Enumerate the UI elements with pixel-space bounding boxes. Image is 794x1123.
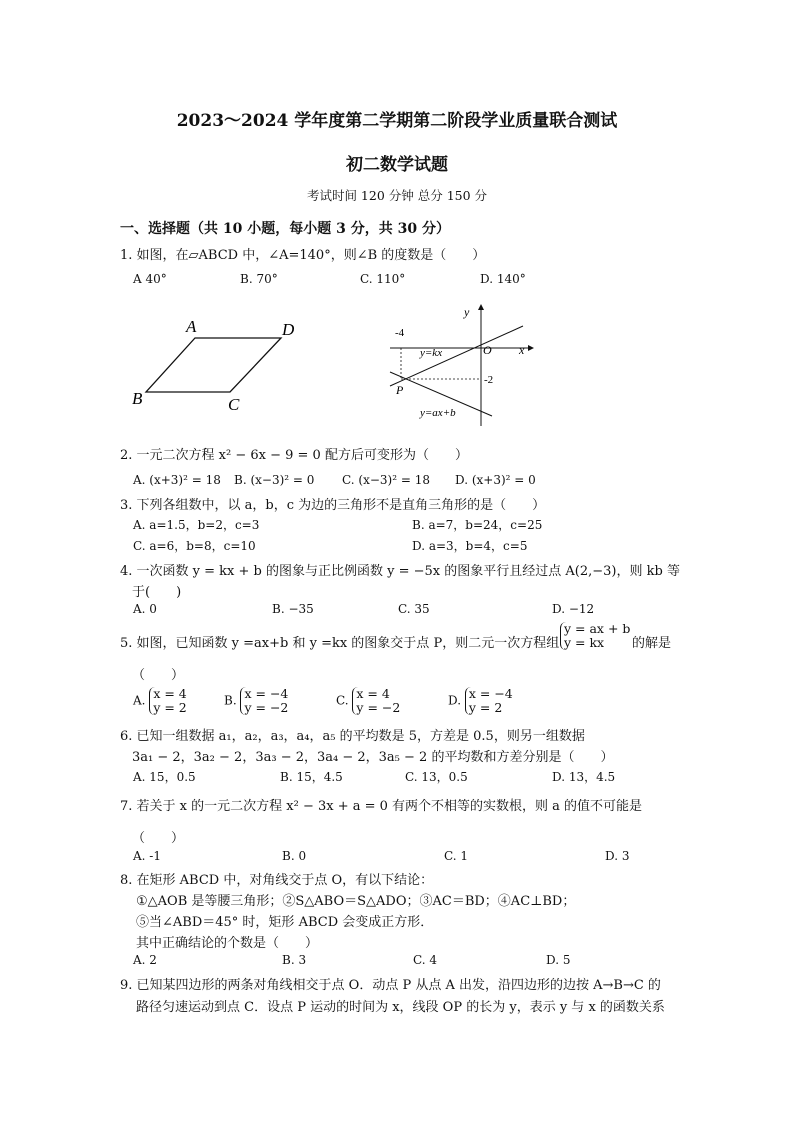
option-d-eq1: x = −4	[468, 686, 513, 701]
parallelogram-figure	[128, 312, 308, 416]
option-a-label: A.	[133, 693, 146, 708]
question-text-line2: 于( )	[132, 585, 182, 600]
option-c: C. 1	[444, 849, 469, 863]
tick-neg4-label: -4	[395, 327, 405, 339]
option-c	[336, 687, 400, 715]
option-c: C. 13，0.5	[405, 770, 468, 784]
line-kx-label: y=kx	[420, 347, 443, 359]
question-text-line4: 其中正确结论的个数是（ ）	[136, 936, 319, 951]
tick-neg2-label: -2	[484, 374, 494, 386]
option-a: A 40°	[133, 272, 167, 286]
option-b: B. 3	[282, 953, 307, 967]
question-text-line2: ①△AOB 是等腰三角形；②S△ABO＝S△ADO；③AC＝BD；④AC⊥BD；	[136, 894, 576, 909]
option-c-eq1: x = 4	[356, 686, 390, 701]
option-b: B. a=7，b=24，c=25	[412, 518, 543, 532]
option-c: C. 4	[413, 953, 438, 967]
y-axis-label: y	[464, 305, 470, 319]
option-b-eq1: x = −4	[244, 686, 289, 701]
option-c-eq2: y = −2	[356, 700, 401, 715]
question-text-line3: ⑤当∠ABD＝45° 时，矩形 ABCD 会变成正方形．	[136, 915, 434, 930]
vertex-c-label: C	[228, 395, 240, 414]
question-text-line1: 7. 若关于 x 的一元二次方程 x² − 3x + a = 0 有两个不相等的实数根，则 a 的值不可能是	[120, 799, 643, 814]
option-a: A. -1	[133, 849, 161, 863]
option-b-label: B.	[224, 693, 237, 708]
option-c: C. a=6，b=8，c=10	[133, 539, 256, 553]
option-a	[133, 687, 187, 715]
vertex-d-label: D	[282, 320, 295, 339]
x-axis-arrow-icon	[528, 345, 534, 351]
option-a-eq1: x = 4	[153, 686, 187, 701]
question-text-line1: 4. 一次函数 y = kx + b 的图象与正比例函数 y = −5x 的图象平行且经过点 A(2,−3)，则 kb 等	[120, 564, 680, 579]
question-text: 5. 如图，已知函数 y =ax+b 和 y =kx 的图象交于点 P，则二元一次方程组	[120, 636, 560, 651]
section-heading: 一、选择题（共 10 小题，每小题 3 分，共 30 分）	[120, 221, 450, 237]
point-p-label: P	[396, 383, 404, 397]
vertex-b-label: B	[132, 389, 143, 408]
option-d-label: D.	[448, 693, 462, 708]
option-a-eq2: y = 2	[153, 700, 187, 715]
question-text-line2: （ ）	[132, 831, 185, 846]
option-b-eq2: y = −2	[244, 700, 289, 715]
option-b: B. 70°	[240, 272, 278, 286]
question-text: 3. 下列各组数中，以 a，b，c 为边的三角形不是直角三角形的是（ ）	[120, 498, 546, 513]
option-d: D. 3	[605, 849, 630, 863]
option-a: A. a=1.5，b=2，c=3	[133, 518, 260, 532]
option-b: B. −35	[272, 602, 314, 616]
question-text-line1: 6. 已知一组数据 a₁，a₂，a₃，a₄，a₅ 的平均数是 5，方差是 0.5，则另一组数据	[120, 729, 585, 744]
exam-title: 2023～2024 学年度第二学期第二阶段学业质量联合测试	[176, 111, 618, 131]
system-eq1: y = ax + b	[564, 621, 631, 636]
option-d: D. 13，4.5	[552, 770, 616, 784]
question-text-line2: 路径匀速运动到点 C．设点 P 运动的时间为 x，线段 OP 的长为 y，表示 y 与 x 的函数关系	[136, 1000, 665, 1015]
option-c: C. 35	[398, 602, 430, 616]
option-c: C. 110°	[360, 272, 406, 286]
option-d: D. a=3，b=4，c=5	[412, 539, 528, 553]
option-d: D. 5	[546, 953, 571, 967]
option-a: A. 2	[133, 953, 157, 967]
x-axis-label: x	[519, 343, 525, 357]
question-text: 1. 如图，在▱ABCD 中，∠A=140°，则∠B 的度数是（ ）	[120, 248, 486, 263]
option-c-label: C.	[336, 693, 349, 708]
origin-label: O	[483, 343, 492, 357]
y-axis-arrow-icon	[478, 304, 484, 310]
option-d-eq2: y = 2	[468, 700, 503, 715]
option-d: D. −12	[552, 602, 595, 616]
vertex-a-label: A	[186, 317, 197, 336]
question-tail: 的解是	[632, 636, 672, 651]
option-a: A. 15，0.5	[133, 770, 196, 784]
option-c: C. (x−3)² = 18	[342, 473, 430, 487]
option-d	[448, 687, 513, 715]
exam-subtitle: 初二数学试题	[346, 155, 448, 175]
option-b	[224, 687, 288, 715]
option-b: B. (x−3)² = 0	[234, 473, 315, 487]
system-eq2: y = kx	[564, 635, 605, 650]
line-y-kx	[390, 326, 523, 386]
answer-paren: （ ）	[132, 668, 185, 683]
option-a: A. (x+3)² = 18	[133, 473, 221, 487]
option-d: D. 140°	[480, 272, 526, 286]
linear-functions-graph	[380, 300, 540, 430]
parallelogram-shape	[146, 338, 281, 392]
option-d: D. (x+3)² = 0	[455, 473, 536, 487]
question-text-line1: 9. 已知某四边形的两条对角线相交于点 O．动点 P 从点 A 出发，沿四边形的边按 A→B→C 的	[120, 978, 661, 993]
question-text-line2: 3a₁ − 2，3a₂ − 2，3a₃ − 2，3a₄ − 2，3a₅ − 2 的平均数和方差分别是（ ）	[132, 750, 614, 765]
option-b: B. 0	[282, 849, 307, 863]
option-b: B. 15，4.5	[280, 770, 343, 784]
equation-system	[560, 622, 630, 650]
exam-info: 考试时间 120 分钟 总分 150 分	[306, 188, 488, 203]
question-text-line1: 8. 在矩形 ABCD 中，对角线交于点 O，有以下结论：	[120, 873, 434, 888]
question-text: 2. 一元二次方程 x² − 6x − 9 = 0 配方后可变形为（ ）	[120, 448, 468, 463]
line-axb-label: y=ax+b	[420, 407, 456, 419]
option-a: A. 0	[133, 602, 157, 616]
